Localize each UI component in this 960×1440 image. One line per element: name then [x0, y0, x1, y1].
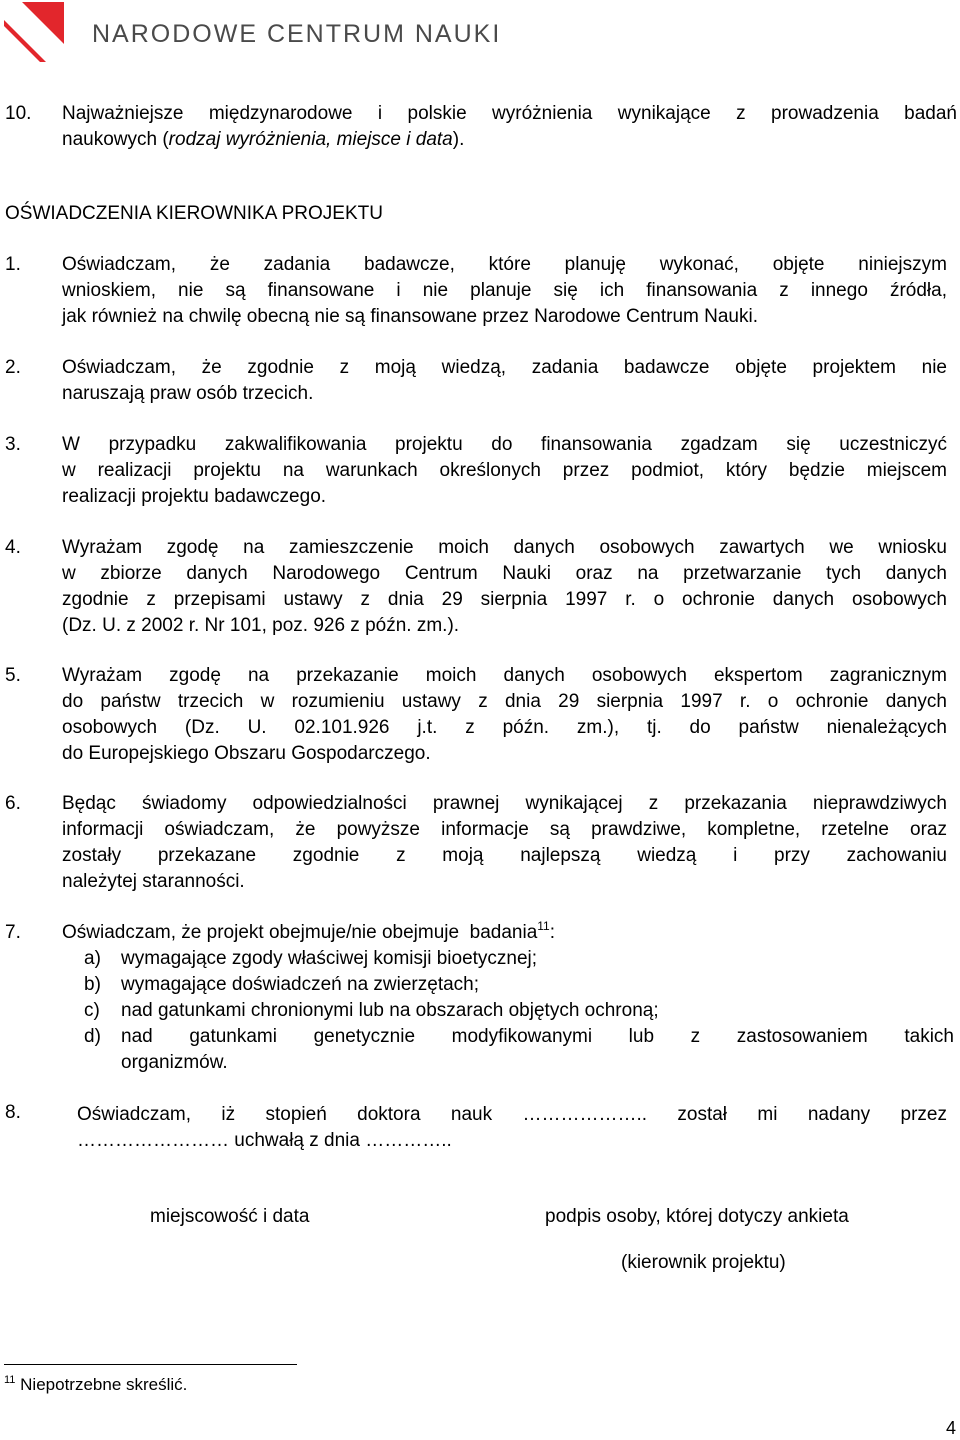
subitem-line: nad gatunkami genetycznie modyfikowanymi lub z zastosowaniem takich — [121, 1026, 954, 1047]
item-line: jak również na chwilę obecną nie są finansowane przez Narodowe Centrum Nauki. — [62, 306, 758, 327]
item-text — [62, 432, 947, 510]
item-line: wnioskiem, nie są finansowane i nie planuje się ich finansowania z innego źródła, — [62, 280, 947, 301]
item-line: zgodnie z przepisami ustawy z dnia 29 sierpnia 1997 r. o ochronie danych osobowych — [62, 589, 947, 610]
place-date-label: miejscowość i data — [150, 1206, 310, 1227]
item-line: Wyrażam zgodę na zamieszczenie moich danych osobowych zawartych we wniosku — [62, 537, 947, 558]
item-line: Oświadczam, iż stopień doktora nauk ……………….. został mi nadany przez — [77, 1104, 947, 1125]
item-line: W przypadku zakwalifikowania projektu do finansowania zgadzam się uczestniczyć — [62, 434, 947, 455]
item-line: zostały przekazane zgodnie z moją najlepszą wiedzą i przy zachowaniu — [62, 845, 947, 866]
item-line: Będąc świadomy odpowiedzialności prawnej wynikającej z przekazania nieprawdziwych — [62, 793, 947, 814]
item-line: Najważniejsze międzynarodowe i polskie wyróżnienia wynikające z prowadzenia badań — [62, 103, 957, 124]
item-line: …………………… uchwałą z dnia ………….. — [77, 1130, 452, 1151]
footnote-text: Niepotrzebne skreślić. — [20, 1375, 188, 1394]
item-text — [62, 252, 947, 330]
item-number: 4. — [5, 537, 21, 558]
item-text — [62, 355, 947, 407]
footnote-divider — [4, 1364, 297, 1365]
ncn-logo-icon — [4, 2, 64, 62]
subitem-letter: c) — [84, 1000, 100, 1021]
item-number: 10. — [5, 103, 32, 124]
item-number: 1. — [5, 254, 21, 275]
item-line: do Europejskiego Obszaru Gospodarczego. — [62, 743, 431, 764]
text-part: ). — [452, 129, 465, 150]
item-line: naruszają praw osób trzecich. — [62, 383, 314, 404]
item-text — [62, 791, 947, 895]
subitem-text: wymagające zgody właściwej komisji bioetycznej; — [121, 948, 538, 969]
item-line: Oświadczam, że zgodnie z moją wiedzą, zadania badawcze objęte projektem nie — [62, 357, 947, 378]
item-number: 6. — [5, 793, 21, 814]
item-line — [62, 920, 947, 946]
organization-name: NARODOWE CENTRUM NAUKI — [92, 20, 502, 48]
subitem-letter: d) — [84, 1026, 101, 1047]
item-line: Wyrażam zgodę na przekazanie moich danych osobowych ekspertom zagranicznym — [62, 665, 947, 686]
subitem-text: wymagające doświadczeń na zwierzętach; — [121, 974, 480, 995]
footnote-ref: 11 — [537, 919, 550, 933]
italic-text: rodzaj wyróżnienia, miejsce i data — [168, 129, 453, 150]
item-line: w zbiorze danych Narodowego Centrum Nauki oraz na przetwarzanie tych danych — [62, 563, 947, 584]
text-part: Oświadczam, że projekt obejmuje/nie obejmuje badania — [62, 922, 538, 943]
footnote — [4, 1372, 187, 1398]
item-number: 2. — [5, 357, 21, 378]
item-number: 3. — [5, 434, 21, 455]
text-part: : — [549, 922, 556, 943]
item-line: do państw trzecich w rozumieniu ustawy z dnia 29 sierpnia 1997 r. o ochronie danych — [62, 691, 947, 712]
document-header — [0, 0, 960, 70]
signature-label: podpis osoby, której dotyczy ankieta — [545, 1206, 849, 1227]
item-line: Oświadczam, że zadania badawcze, które planuję wykonać, objęte niniejszym — [62, 254, 947, 275]
item-line: osobowych (Dz. U. 02.101.926 j.t. z późn. zm.), tj. do państw nienależących — [62, 717, 947, 738]
item-number: 7. — [5, 922, 21, 943]
item-text — [62, 663, 947, 767]
item-line: realizacji projektu badawczego. — [62, 486, 327, 507]
footnote-number: 11 — [4, 1374, 16, 1386]
item-number: 8. — [5, 1102, 21, 1123]
item-line: (Dz. U. z 2002 r. Nr 101, poz. 926 z późn. zm.). — [62, 615, 460, 636]
subitem-text: nad gatunkami chronionymi lub na obszarach objętych ochroną; — [121, 1000, 659, 1021]
item-text — [77, 1100, 947, 1154]
item-line: informacji oświadczam, że powyższe informacje są prawdziwe, kompletne, rzetelne oraz — [62, 819, 947, 840]
text-part: naukowych ( — [62, 129, 169, 150]
section-title: OŚWIADCZENIA KIEROWNIKA PROJEKTU — [5, 203, 383, 224]
item-line — [62, 127, 957, 153]
subitem-text — [121, 1024, 954, 1076]
signer-role-label: (kierownik projektu) — [621, 1252, 786, 1273]
item-line: w realizacji projektu na warunkach określonych przez podmiot, który będzie miejscem — [62, 460, 947, 481]
item-number: 5. — [5, 665, 21, 686]
subitem-letter: a) — [84, 948, 101, 969]
page-number: 4 — [945, 1418, 956, 1438]
item-line: należytej staranności. — [62, 871, 245, 892]
subitem-letter: b) — [84, 974, 101, 995]
item-text — [62, 920, 947, 946]
subitem-line: organizmów. — [121, 1052, 228, 1073]
item-text — [62, 535, 947, 639]
item-text — [62, 101, 957, 153]
